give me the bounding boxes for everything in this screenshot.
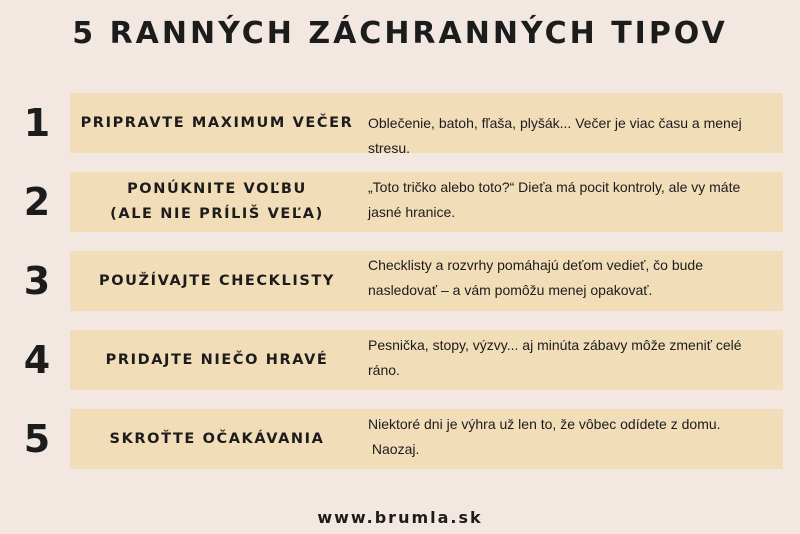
tip-heading: PONÚKNITE VOĽBU (ALE NIE PRÍLIŠ VEĽA) [110, 181, 324, 222]
tip-heading: PRIPRAVTE MAXIMUM VEČER [80, 114, 354, 131]
tip-heading: SKROŤTE OČAKÁVANIA [109, 430, 325, 447]
tip-description: Niektoré dni je výhra už len to, že vôbec odídete z domu. Naozaj. [368, 416, 721, 457]
tip-number: 4 [23, 338, 51, 382]
page-title: 5 RANNÝCH ZÁCHRANNÝCH TIPOV [72, 16, 728, 51]
tip-number: 3 [23, 259, 51, 303]
tip-number: 5 [23, 417, 51, 461]
tip-band [70, 172, 783, 232]
tip-item-5 [0, 409, 800, 469]
tip-item-2 [0, 172, 800, 232]
tip-description: „Toto tričko alebo toto?“ Dieťa má pocit kontroly, ale vy máte jasné hranice. [368, 179, 745, 220]
tip-band [70, 251, 783, 311]
website-link[interactable]: www.brumla.sk [317, 508, 483, 527]
tip-item-4 [0, 330, 800, 390]
tip-band [70, 330, 783, 390]
tip-heading: POUŽÍVAJTE CHECKLISTY [99, 272, 335, 289]
tip-number: 2 [23, 180, 51, 224]
tip-number: 1 [23, 101, 51, 145]
tip-description: Oblečenie, batoh, fľaša, plyšák... Večer je viac času a menej stresu. [368, 115, 746, 156]
tip-item-1 [0, 93, 800, 156]
tip-band [70, 409, 783, 469]
tip-heading: PRIDAJTE NIEČO HRAVÉ [105, 351, 329, 368]
tip-item-3 [0, 251, 800, 311]
tip-description: Pesnička, stopy, výzvy... aj minúta zábavy môže zmeniť celé ráno. [368, 337, 746, 378]
tip-band [70, 93, 783, 156]
tip-description: Checklisty a rozvrhy pomáhajú deťom vedieť, čo bude nasledovať – a vám pomôžu menej opakovať. [368, 257, 707, 298]
